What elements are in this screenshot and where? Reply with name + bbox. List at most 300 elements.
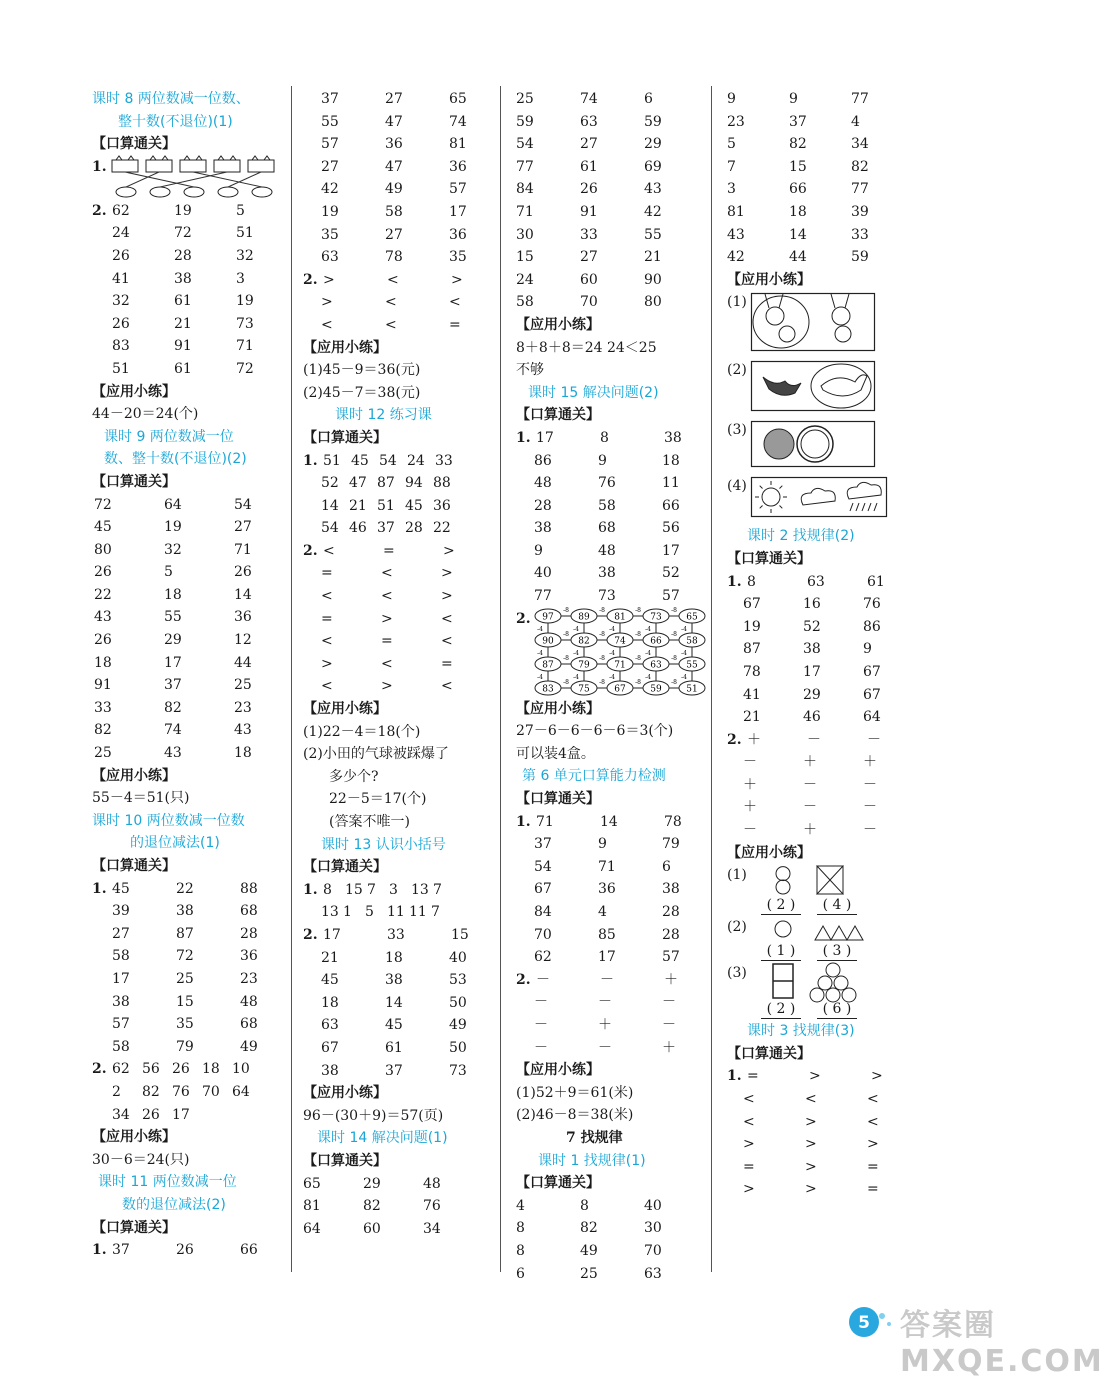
chain-node-value: 65	[686, 612, 698, 623]
answer-row	[727, 1178, 917, 1201]
answer-row	[303, 675, 493, 698]
answer-cell: ＋	[662, 1039, 676, 1056]
answer-cell: 71	[516, 203, 534, 220]
answer-row	[727, 684, 917, 707]
answer-row	[303, 88, 493, 111]
line-text: 7 找规律	[566, 1129, 623, 1146]
answer-cell: >	[805, 1113, 817, 1130]
answer-cell: 45	[94, 519, 112, 536]
answer-cell: 77	[851, 181, 869, 198]
line-text: 【应用小练】	[303, 1085, 387, 1102]
answer-cell: －	[598, 994, 612, 1011]
answer-row	[516, 246, 706, 269]
answer-cell: 7	[433, 881, 442, 898]
answer-cell: 21	[644, 249, 662, 266]
answer-cell: 18	[385, 949, 403, 966]
answer-cell: 58	[516, 294, 534, 311]
answer-cell: 74	[449, 113, 467, 130]
answer-cell: 8	[516, 1220, 525, 1237]
answer-cell: 81	[727, 203, 745, 220]
item-number: (1)	[727, 867, 747, 884]
answer-cell: 19	[236, 293, 254, 310]
line-text: 【口算通关】	[303, 429, 387, 446]
answer-cell: 59	[644, 113, 662, 130]
answer-cell: 10	[232, 1061, 250, 1078]
answer-row	[92, 200, 282, 223]
answer-cell: 43	[644, 181, 662, 198]
answer-cell: <	[381, 565, 393, 582]
answer-blank: ( 3 )	[817, 942, 857, 961]
answer-row	[303, 901, 493, 924]
answer-cell: >	[805, 1158, 817, 1175]
answer-row	[303, 201, 493, 224]
answer-picture	[751, 477, 887, 517]
circle-shape	[776, 880, 790, 894]
answer-row	[516, 427, 706, 450]
column-divider	[291, 86, 292, 1272]
answer-blank: ( 2 )	[761, 1000, 801, 1019]
answer-cell: 47	[385, 113, 403, 130]
card-box	[214, 160, 240, 172]
answer-cell: 54	[379, 452, 397, 469]
answer-cell: 68	[240, 903, 258, 920]
chain-op: -8	[671, 654, 677, 662]
line-text: 课时 3 找规律(3)	[747, 1023, 855, 1040]
section-label	[92, 1126, 282, 1149]
answer-row	[516, 901, 706, 924]
picture-answer	[727, 419, 917, 475]
question-number: 2.	[727, 731, 742, 748]
answer-row	[303, 1195, 493, 1218]
card-box	[112, 160, 138, 172]
answer-cell: －	[743, 822, 757, 839]
answer-row	[727, 88, 917, 111]
line-text: 多少个?	[329, 768, 379, 785]
answer-cell: 58	[112, 948, 130, 965]
line-text: 课时 9 两位数减一位	[104, 428, 234, 445]
chain-op: -8	[563, 654, 569, 662]
answer-row	[516, 133, 706, 156]
item-number: (2)	[727, 362, 747, 379]
answer-cell: 33	[435, 452, 453, 469]
answer-cell: 17	[598, 949, 616, 966]
answer-cell: 58	[385, 203, 403, 220]
answer-cell: 67	[743, 596, 761, 613]
answer-cell: 87	[176, 925, 194, 942]
answer-cell: 80	[644, 294, 662, 311]
answer-cell: 19	[164, 519, 182, 536]
leaf-shape	[184, 187, 204, 197]
answer-cell: 87	[377, 475, 395, 492]
answer-cell: 18	[789, 203, 807, 220]
lesson-heading	[727, 525, 917, 548]
chain-node-value: 73	[650, 612, 662, 623]
answer-cell: ＋	[743, 776, 757, 793]
answer-cell: 7	[367, 881, 376, 898]
question-number: 1.	[92, 158, 107, 175]
answer-cell: 51	[112, 360, 130, 377]
line-text: 【口算通关】	[92, 858, 176, 874]
answer-cell: 41	[112, 270, 130, 287]
answer-cell: 4	[516, 1197, 525, 1214]
answer-cell: －	[863, 822, 877, 839]
question-number: 2.	[92, 202, 107, 219]
answer-cell: 4	[598, 904, 607, 920]
answer-cell: 8	[600, 429, 609, 446]
question-number: 2.	[92, 1061, 107, 1078]
answer-row	[303, 1173, 493, 1196]
answer-cell: =	[381, 633, 393, 650]
answer-cell: ＋	[664, 971, 678, 988]
chain-op: -8	[671, 678, 677, 686]
answer-row	[303, 156, 493, 179]
leaf-shape	[116, 187, 136, 197]
section-label	[92, 133, 282, 156]
answer-cell: <	[805, 1091, 817, 1108]
lesson-heading	[303, 834, 493, 857]
section-label	[303, 1150, 493, 1173]
question-number: 2.	[303, 271, 318, 288]
answer-row	[303, 1014, 493, 1037]
answer-cell: 28	[662, 926, 680, 943]
answer-line	[516, 720, 706, 743]
answer-cell: 9	[598, 836, 607, 853]
line-text: 【应用小练】	[727, 844, 811, 861]
answer-cell: 30	[516, 226, 534, 243]
answer-cell: 48	[240, 993, 258, 1010]
answer-cell: 11	[662, 475, 680, 492]
answer-cell: >	[321, 655, 333, 672]
answer-cell: 76	[172, 1083, 190, 1100]
picture-answer	[727, 475, 917, 525]
answer-cell: 37	[164, 677, 182, 694]
answer-row	[727, 616, 917, 639]
line-text: 55－4＝51(只)	[92, 790, 190, 807]
answer-cell: 82	[142, 1083, 160, 1100]
section-label	[92, 381, 282, 404]
item-number: (2)	[727, 919, 747, 936]
lesson-heading	[92, 426, 282, 449]
answer-cell: 12	[234, 632, 252, 649]
answer-row	[516, 585, 706, 608]
picture-answer	[727, 291, 917, 359]
match-line	[126, 172, 159, 187]
lesson-heading	[516, 765, 706, 788]
answer-row	[92, 968, 282, 991]
answer-row	[516, 291, 706, 314]
lesson-heading	[92, 810, 282, 833]
section-label	[727, 1043, 917, 1066]
answer-row	[516, 540, 706, 563]
line-text: 【口算通关】	[516, 407, 600, 424]
answer-cell: 67	[863, 686, 881, 703]
shape-answer	[727, 916, 917, 962]
answer-cell: 61	[385, 1039, 403, 1056]
line-text: (1)45－9＝36(元)	[303, 362, 421, 379]
answer-cell: 42	[321, 181, 339, 198]
answer-cell: 22	[94, 586, 112, 603]
answer-cell: 85	[598, 926, 616, 943]
answer-row	[303, 540, 493, 563]
answer-cell: 24	[407, 452, 425, 469]
answer-cell: 26	[94, 564, 112, 581]
question-number: 2.	[516, 610, 531, 627]
lesson-heading	[92, 88, 282, 111]
triangle-shape	[815, 926, 863, 940]
answer-cell: 77	[534, 588, 552, 605]
answer-cell: 50	[449, 994, 467, 1011]
answer-cell: 68	[598, 520, 616, 537]
answer-row	[303, 472, 493, 495]
answer-cell: <	[441, 610, 453, 627]
answer-cell: 49	[580, 1242, 598, 1259]
answer-line	[516, 743, 706, 766]
answer-cell: 24	[516, 271, 534, 288]
answer-cell: 68	[240, 1016, 258, 1033]
answer-cell: 8	[323, 881, 332, 898]
chain-op: -8	[563, 606, 569, 614]
question-number: 1.	[516, 813, 531, 830]
line-text: 课时 8 两位数减一位数、	[92, 91, 250, 107]
lesson-heading	[92, 448, 282, 471]
question-number: 1.	[303, 452, 318, 469]
answer-cell: 69	[644, 158, 662, 175]
answer-cell: >	[381, 678, 393, 695]
chain-op: -4	[573, 625, 579, 633]
section-label	[516, 314, 706, 337]
circle-shape	[818, 976, 832, 990]
answer-cell: 27	[385, 91, 403, 107]
chain-node-value: 90	[542, 636, 554, 647]
answer-cell: =	[867, 1181, 879, 1198]
line-text: 22－5＝17(个)	[329, 791, 427, 808]
answer-row	[727, 593, 917, 616]
answer-cell: 22	[176, 880, 194, 897]
chain-node-value: 83	[542, 684, 554, 695]
answer-cell: ＋	[863, 754, 877, 771]
section-label	[303, 856, 493, 879]
answer-picture	[751, 361, 875, 411]
answer-cell: 67	[863, 663, 881, 680]
answer-line	[303, 1105, 493, 1128]
answer-cell: 14	[321, 497, 339, 514]
answer-cell: 26	[172, 1061, 190, 1078]
answer-blank: ( 6 )	[817, 1000, 857, 1019]
answer-cell: 8	[580, 1197, 589, 1214]
figure-question	[92, 156, 282, 200]
answer-cell: 19	[174, 202, 192, 219]
answer-cell: 82	[363, 1198, 381, 1215]
line-text: 课时 12 练习课	[335, 407, 432, 424]
answer-cell: 27	[580, 136, 598, 153]
answer-cell: 34	[423, 1220, 441, 1237]
answer-cell: 77	[516, 158, 534, 175]
answer-row	[727, 661, 917, 684]
answer-cell: =	[441, 655, 453, 672]
answer-row	[516, 88, 706, 111]
item-number: (1)	[727, 294, 747, 311]
answer-row	[303, 291, 493, 314]
answer-cell: 33	[851, 226, 869, 243]
answer-cell: 15	[516, 249, 534, 266]
chain-op: -4	[573, 649, 579, 657]
answer-cell: 44	[789, 249, 807, 266]
answer-cell: 5	[236, 202, 245, 219]
answer-row	[727, 1156, 917, 1179]
answer-cell: 36	[598, 881, 616, 898]
answer-cell: 35	[176, 1016, 194, 1033]
answer-cell: 19	[321, 203, 339, 220]
lesson-heading	[727, 1020, 917, 1043]
answer-row	[516, 224, 706, 247]
answer-cell: 73	[236, 315, 254, 332]
answer-cell: <	[867, 1091, 879, 1108]
page-number-badge	[838, 1302, 898, 1342]
answer-row	[303, 450, 493, 473]
answer-cell: 14	[234, 586, 252, 603]
line-text: 数的退位减法(2)	[122, 1196, 226, 1213]
answer-row	[516, 833, 706, 856]
answer-cell: 55	[164, 609, 182, 626]
answer-cell: =	[867, 1158, 879, 1175]
chain-op: -8	[599, 606, 605, 614]
shape-figure	[753, 962, 873, 1000]
answer-line	[303, 766, 493, 789]
section-label	[92, 765, 282, 788]
answer-row	[727, 774, 917, 797]
answer-cell: 35	[321, 226, 339, 243]
chain-op: -4	[681, 673, 687, 681]
answer-cell: 34	[851, 136, 869, 153]
line-text: 44－20＝24(个)	[92, 406, 199, 423]
answer-cell: 70	[644, 1242, 662, 1259]
answer-cell: >	[381, 610, 393, 627]
answer-cell: <	[387, 271, 399, 288]
matching-figure	[110, 156, 280, 200]
line-text: 课时 13 认识小括号	[321, 836, 446, 853]
line-text: 【口算通关】	[303, 1152, 387, 1169]
chain-node-value: 63	[650, 660, 662, 671]
shape-answer	[727, 962, 917, 1020]
answer-row	[303, 111, 493, 134]
answer-cell: 72	[174, 225, 192, 242]
answer-cell: >	[805, 1136, 817, 1153]
answer-cell: 9	[863, 641, 872, 658]
chain-op: -8	[635, 606, 641, 614]
chain-node-value: 51	[686, 684, 698, 695]
answer-cell: 21	[743, 709, 761, 726]
answer-cell: 38	[385, 972, 403, 989]
answer-row	[303, 517, 493, 540]
answer-cell: 29	[803, 686, 821, 703]
line-text: 课时 10 两位数减一位数	[92, 812, 245, 829]
answer-row	[92, 290, 282, 313]
leaf-shape	[218, 187, 238, 197]
answer-row	[92, 335, 282, 358]
line-text: 【口算通关】	[92, 136, 176, 153]
answer-cell: 65	[449, 91, 467, 107]
answer-line	[303, 359, 493, 382]
answer-cell: 33	[580, 226, 598, 243]
answer-cell: －	[534, 994, 548, 1011]
answer-cell: 84	[516, 181, 534, 198]
answer-cell: 26	[94, 632, 112, 649]
item-number: (3)	[727, 965, 747, 982]
answer-cell: 7	[727, 158, 736, 175]
answer-cell: 13	[321, 904, 339, 921]
answer-row	[727, 571, 917, 594]
question-number: 1.	[516, 429, 531, 446]
chain-op: -8	[563, 678, 569, 686]
answer-cell: ＋	[803, 822, 817, 839]
answer-cell: 26	[142, 1106, 160, 1123]
answer-cell: 77	[851, 91, 869, 107]
answer-cell: 38	[112, 993, 130, 1010]
line-text: (1)52＋9＝61(米)	[516, 1084, 634, 1101]
answer-row	[303, 178, 493, 201]
chain-node-value: 87	[542, 660, 554, 671]
answer-cell: 5	[164, 564, 173, 581]
answer-row	[516, 991, 706, 1014]
answer-row	[92, 697, 282, 720]
answer-cell: 71	[236, 338, 254, 355]
answer-cell: －	[807, 731, 821, 748]
shape-figure	[753, 916, 873, 942]
answer-cell: －	[662, 1016, 676, 1033]
answer-cell: 11	[409, 904, 427, 921]
card-top	[184, 156, 202, 160]
answer-cell: 14	[600, 813, 618, 830]
answer-cell: 18	[202, 1061, 220, 1078]
line-text: 数、整十数(不退位)(2)	[104, 451, 247, 468]
answer-cell: 32	[164, 541, 182, 558]
chain-op: -8	[671, 606, 677, 614]
answer-cell: 26	[112, 315, 130, 332]
answer-line	[303, 743, 493, 766]
column-divider	[500, 86, 501, 1272]
answer-cell: 37	[534, 836, 552, 853]
answer-row	[92, 584, 282, 607]
answer-cell: 6	[516, 1265, 525, 1282]
answer-cell: 19	[743, 618, 761, 635]
item-number: (4)	[727, 478, 747, 495]
answer-row	[727, 1065, 917, 1088]
chain-node-value: 58	[686, 636, 698, 647]
answer-row	[516, 856, 706, 879]
answer-cell: 87	[743, 641, 761, 658]
lesson-heading	[92, 832, 282, 855]
line-text: (2)小田的气球被踩爆了	[303, 746, 449, 763]
circle-shape	[834, 976, 848, 990]
answer-cell: 64	[863, 709, 881, 726]
answer-cell: 67	[534, 881, 552, 898]
answer-cell: >	[743, 1181, 755, 1198]
answer-cell: 15	[451, 926, 469, 943]
answer-row	[516, 178, 706, 201]
answer-cell: <	[321, 678, 333, 695]
line-text: 第 6 单元口算能力检测	[522, 768, 666, 785]
answer-row	[92, 516, 282, 539]
chain-op: -8	[671, 630, 677, 638]
answer-cell: 90	[644, 271, 662, 288]
answer-cell: 25	[234, 677, 252, 694]
answer-cell: 14	[789, 226, 807, 243]
answer-cell: 81	[303, 1198, 321, 1215]
line-text: 课时 2 找规律(2)	[747, 528, 855, 545]
answer-cell: 71	[234, 541, 252, 558]
answer-blank: ( 4 )	[817, 896, 857, 915]
answer-cell: 52	[803, 618, 821, 635]
